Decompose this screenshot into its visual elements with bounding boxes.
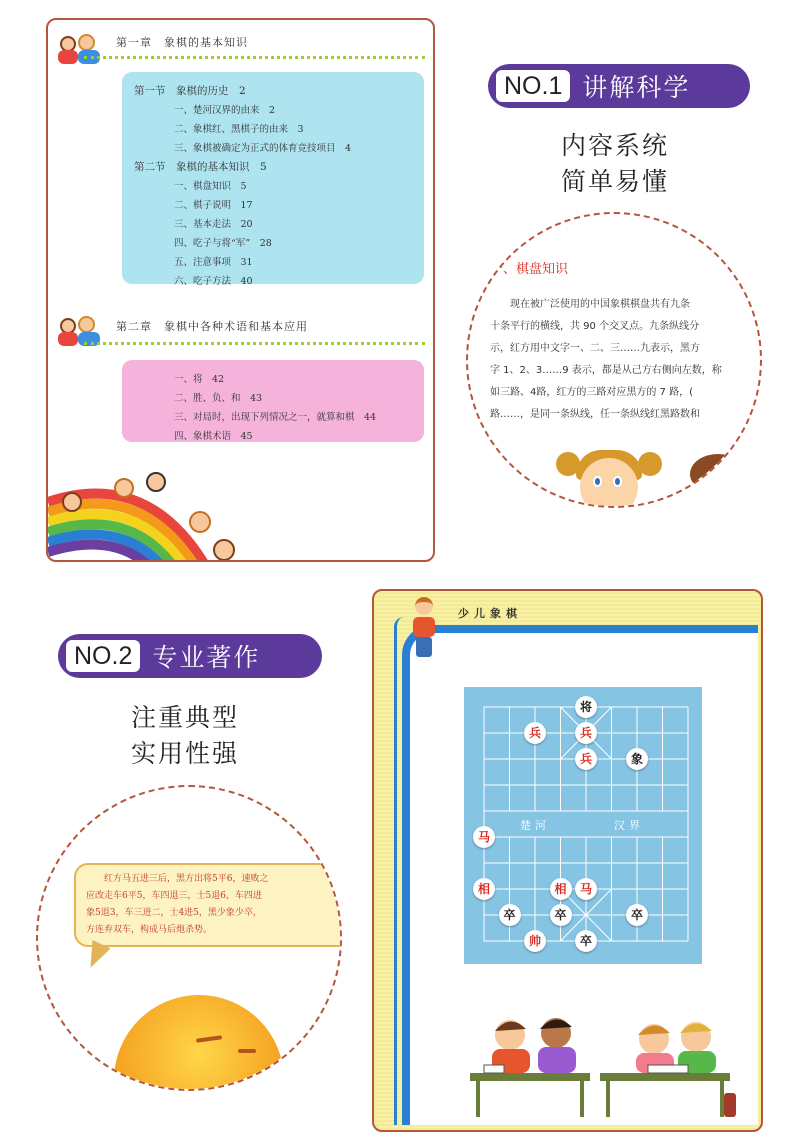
excerpt-heading: 一、棋盘知识: [490, 262, 569, 277]
chapter1-toc-box: [122, 72, 424, 287]
excerpt-line: 十条平行的横线，共 90 个交叉点。九条纵线分: [490, 321, 700, 332]
toc-line: 一、棋盘知识 5: [174, 181, 247, 192]
girl-face: [580, 458, 638, 508]
chess-piece: 卒: [626, 904, 648, 926]
toc-line: 二、象棋红、黑棋子的由来 3: [174, 124, 304, 135]
feature2-subtitle-line: 注重典型: [130, 703, 239, 732]
chapter2-toc-box: [122, 360, 424, 442]
feature1-title: 讲解科学: [582, 73, 691, 102]
chess-piece: 兵: [524, 722, 546, 744]
chess-piece: 马: [575, 878, 597, 900]
chess-piece: 相: [473, 878, 495, 900]
boy-illustration: [690, 454, 746, 494]
eye: [613, 476, 622, 487]
chapter2-title: 第二章 象棋中各种术语和基本应用: [116, 320, 308, 333]
commentary-line: 方连弃双车，构成马后炮杀势。: [86, 925, 213, 935]
feature1-subtitle-line: 简单易懂: [560, 167, 669, 196]
kids-studying-illustration: [470, 1011, 740, 1121]
xiangqi-board: [464, 687, 702, 964]
sun-eyebrow: [238, 1049, 256, 1053]
river-left-label: 楚河: [520, 819, 550, 832]
commentary-line: 象5退3，车三进二，士4进5，黑少象少卒，: [86, 908, 262, 918]
rainbow-kids-illustration: [46, 462, 308, 562]
excerpt-line: 字 1、2、3……9 表示，都是从己方右侧向左数，称: [490, 365, 722, 376]
toc-line: 三、对局时，出现下列情况之一，就算和棋 44: [174, 412, 377, 423]
toc-line: 三、基本走法 20: [174, 219, 253, 230]
dotted-divider: [84, 56, 425, 59]
commentary-line: 应改走车6平5，车四退三，士5退6，车四进: [86, 891, 262, 901]
river-right-label: 汉界: [614, 819, 644, 832]
feature2-subtitle: [110, 700, 260, 772]
excerpt-line: 现在被广泛使用的中国象棋棋盘共有九条: [490, 299, 690, 310]
commentary-line: 红方马五进三后，黑方出将5平6，速败之: [86, 874, 269, 884]
chess-piece: 象: [626, 748, 648, 770]
excerpt-body: [490, 294, 762, 426]
excerpt-line: 路……，是同一条纵线，任一条纵线红黑路数和: [490, 409, 700, 420]
feature2-badge: [58, 634, 322, 678]
book-title: 少儿象棋: [458, 607, 522, 620]
feature2-number: NO.2: [66, 640, 140, 672]
feature2-subtitle-line: 实用性强: [130, 739, 239, 768]
toc-line: 一、将 42: [174, 374, 225, 385]
chess-piece: 兵: [575, 722, 597, 744]
feature1-number: NO.1: [496, 70, 570, 102]
commentary-text: [86, 871, 268, 939]
toc-page-image: [46, 18, 435, 562]
eye: [593, 476, 602, 487]
toc-line: 五、注意事项 31: [174, 257, 253, 268]
feature1-subtitle: [540, 128, 690, 200]
toc-line: 三、象棋被确定为正式的体育竞技项目 4: [174, 143, 352, 154]
toc-line: 一、楚河汉界的由来 2: [174, 105, 276, 116]
toc-line: 二、胜、负、和 43: [174, 393, 263, 404]
toc-line: 六、吃子方法 40: [174, 276, 253, 287]
chess-piece: 帅: [524, 930, 546, 952]
chessboard-knowledge-excerpt: [466, 212, 762, 508]
chess-piece: 马: [473, 826, 495, 848]
speech-bubble: [74, 863, 342, 947]
toc-line: 四、吃子与将“军” 28: [174, 238, 272, 249]
sun-character-illustration: [114, 995, 284, 1091]
toc-line: 二、棋子说明 17: [174, 200, 253, 211]
excerpt-line: 如三路、4路，红方的三路对应黑方的 7 路，(: [490, 387, 693, 398]
feature1-badge: [488, 64, 750, 108]
chess-piece: 兵: [575, 748, 597, 770]
running-boy-illustration: [410, 595, 440, 661]
dotted-divider: [84, 342, 425, 345]
feature1-subtitle-line: 内容系统: [560, 131, 669, 160]
chess-piece: 卒: [550, 904, 572, 926]
game-commentary-excerpt: [36, 785, 342, 1091]
toc-line: 第一节 象棋的历史 2: [134, 85, 246, 97]
toc-line: 四、象棋术语 45: [174, 431, 253, 442]
excerpt-line: 示，红方用中文字一、二、三……九表示，黑方: [490, 343, 700, 354]
kids-icon: [56, 32, 102, 66]
chess-piece: 卒: [575, 930, 597, 952]
toc-line: 第二节 象棋的基本知识 5: [134, 161, 267, 173]
feature2-title: 专业著作: [152, 643, 261, 672]
chess-piece: 相: [550, 878, 572, 900]
chessboard-page-image: [372, 589, 763, 1132]
chapter1-title: 第一章 象棋的基本知识: [116, 36, 248, 49]
chess-piece: 将: [575, 696, 597, 718]
chess-piece: 卒: [499, 904, 521, 926]
